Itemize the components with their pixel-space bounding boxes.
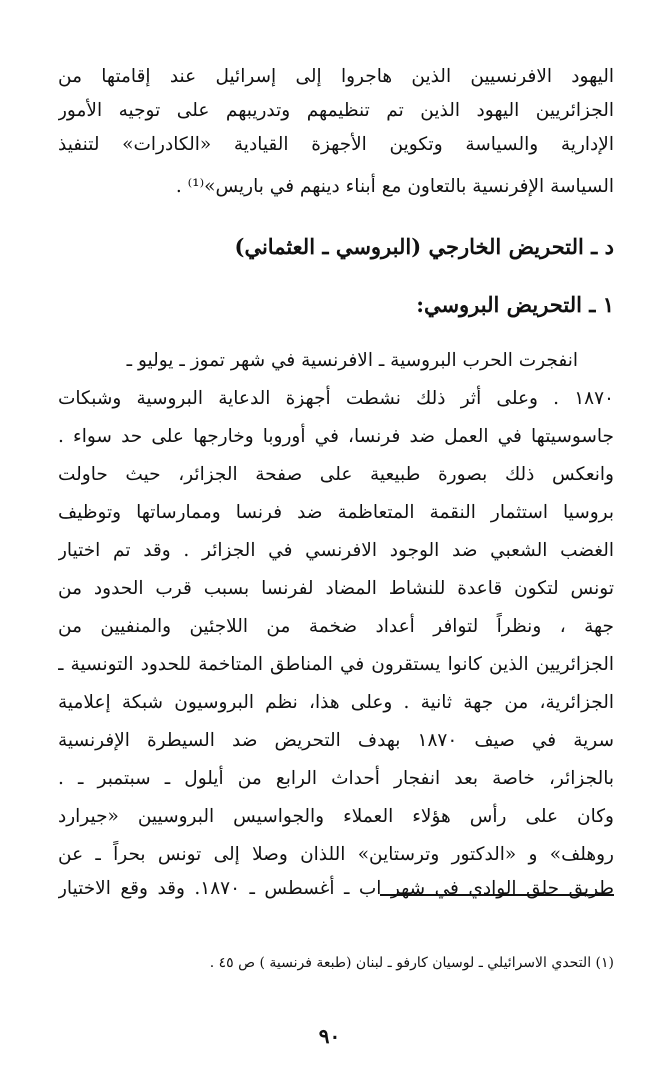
- text-line: تونس لتكون قاعدة للنشاط المضاد لفرنسا بسبب قرب الحدود من: [58, 578, 614, 599]
- text-line: جهة ، ونظراً لتوافر أعداد ضخمة من اللاجئين والمنفيين من: [58, 616, 614, 637]
- subsection-heading: ١ ـ التحريض البروسي:: [416, 292, 614, 317]
- text-line: روهلف» و «الدكتور وترستاين» اللذان وصلا إلى تونس بحراً ـ عن: [58, 844, 614, 865]
- text-line: سرية في صيف ١٨٧٠ بهدف التحريض ضد السيطرة الإفرنسية: [58, 730, 614, 751]
- text-line: بالجزائر، خاصة بعد انفجار أحداث الرابع من أيلول ـ سبتمبر ـ .: [58, 768, 614, 789]
- text-line: وانعكس ذلك بصورة طبيعية على صفحة الجزائر، حيث حاولت: [58, 464, 614, 485]
- text-line: بروسيا استثمار النقمة المتعاظمة ضد فرنسا وممارساتها وتوظيف: [58, 502, 614, 523]
- text-line: وكان على رأس هؤلاء العملاء والجواسيس البروسيين «جيرارد: [58, 806, 614, 827]
- page-number: ٩٠: [318, 1024, 341, 1048]
- text-line: اليهود الافرنسيين الذين هاجروا إلى إسرائيل عند إقامتها من: [58, 66, 614, 87]
- text-line: جاسوسيتها في العمل ضد فرنسا، في أوروبا وخارجها على حد سواء .: [58, 426, 614, 447]
- text-line: ١٨٧٠ . وعلى أثر ذلك نشطت أجهزة الدعاية البروسية وشبكات: [58, 388, 614, 409]
- text-line: الجزائرية، من جهة ثانية . وعلى هذا، نظم البروسيون شبكة إعلامية: [58, 692, 614, 713]
- text-line: طريق حلق الوادي في شهر اب ـ أغسطس ـ ١٨٧٠. وقد وقع الاختيار: [58, 878, 614, 899]
- footnote-divider: [380, 894, 614, 896]
- text-line: الجزائريين الذين كانوا يستقرون في المناطق المتاخمة للحدود التونسية ـ: [58, 654, 614, 675]
- text-line: الغضب الشعبي ضد الوجود الافرنسي في الجزائر . وقد تم اختيار: [58, 540, 614, 561]
- text-line: انفجرت الحرب البروسية ـ الافرنسية في شهر تموز ـ يوليو ـ: [126, 350, 578, 371]
- text-line: الجزائريين اليهود الذين تم تنظيمهم وتدريبهم على توجيه الأمور: [58, 100, 614, 121]
- text-line: السياسة الإفرنسية بالتعاون مع أبناء دينهم في باريس»⁽¹⁾ .: [175, 176, 614, 197]
- section-heading: د ـ التحريض الخارجي (البروسي ـ العثماني): [234, 234, 614, 259]
- footnote: (١) التحدي الاسرائيلي ـ لوسيان كارفو ـ لبنان (طبعة فرنسية ) ص ٤٥ .: [209, 955, 614, 971]
- text-line: الإدارية والسياسة وتكوين الأجهزة القيادية «الكادرات» لتنفيذ: [58, 134, 614, 155]
